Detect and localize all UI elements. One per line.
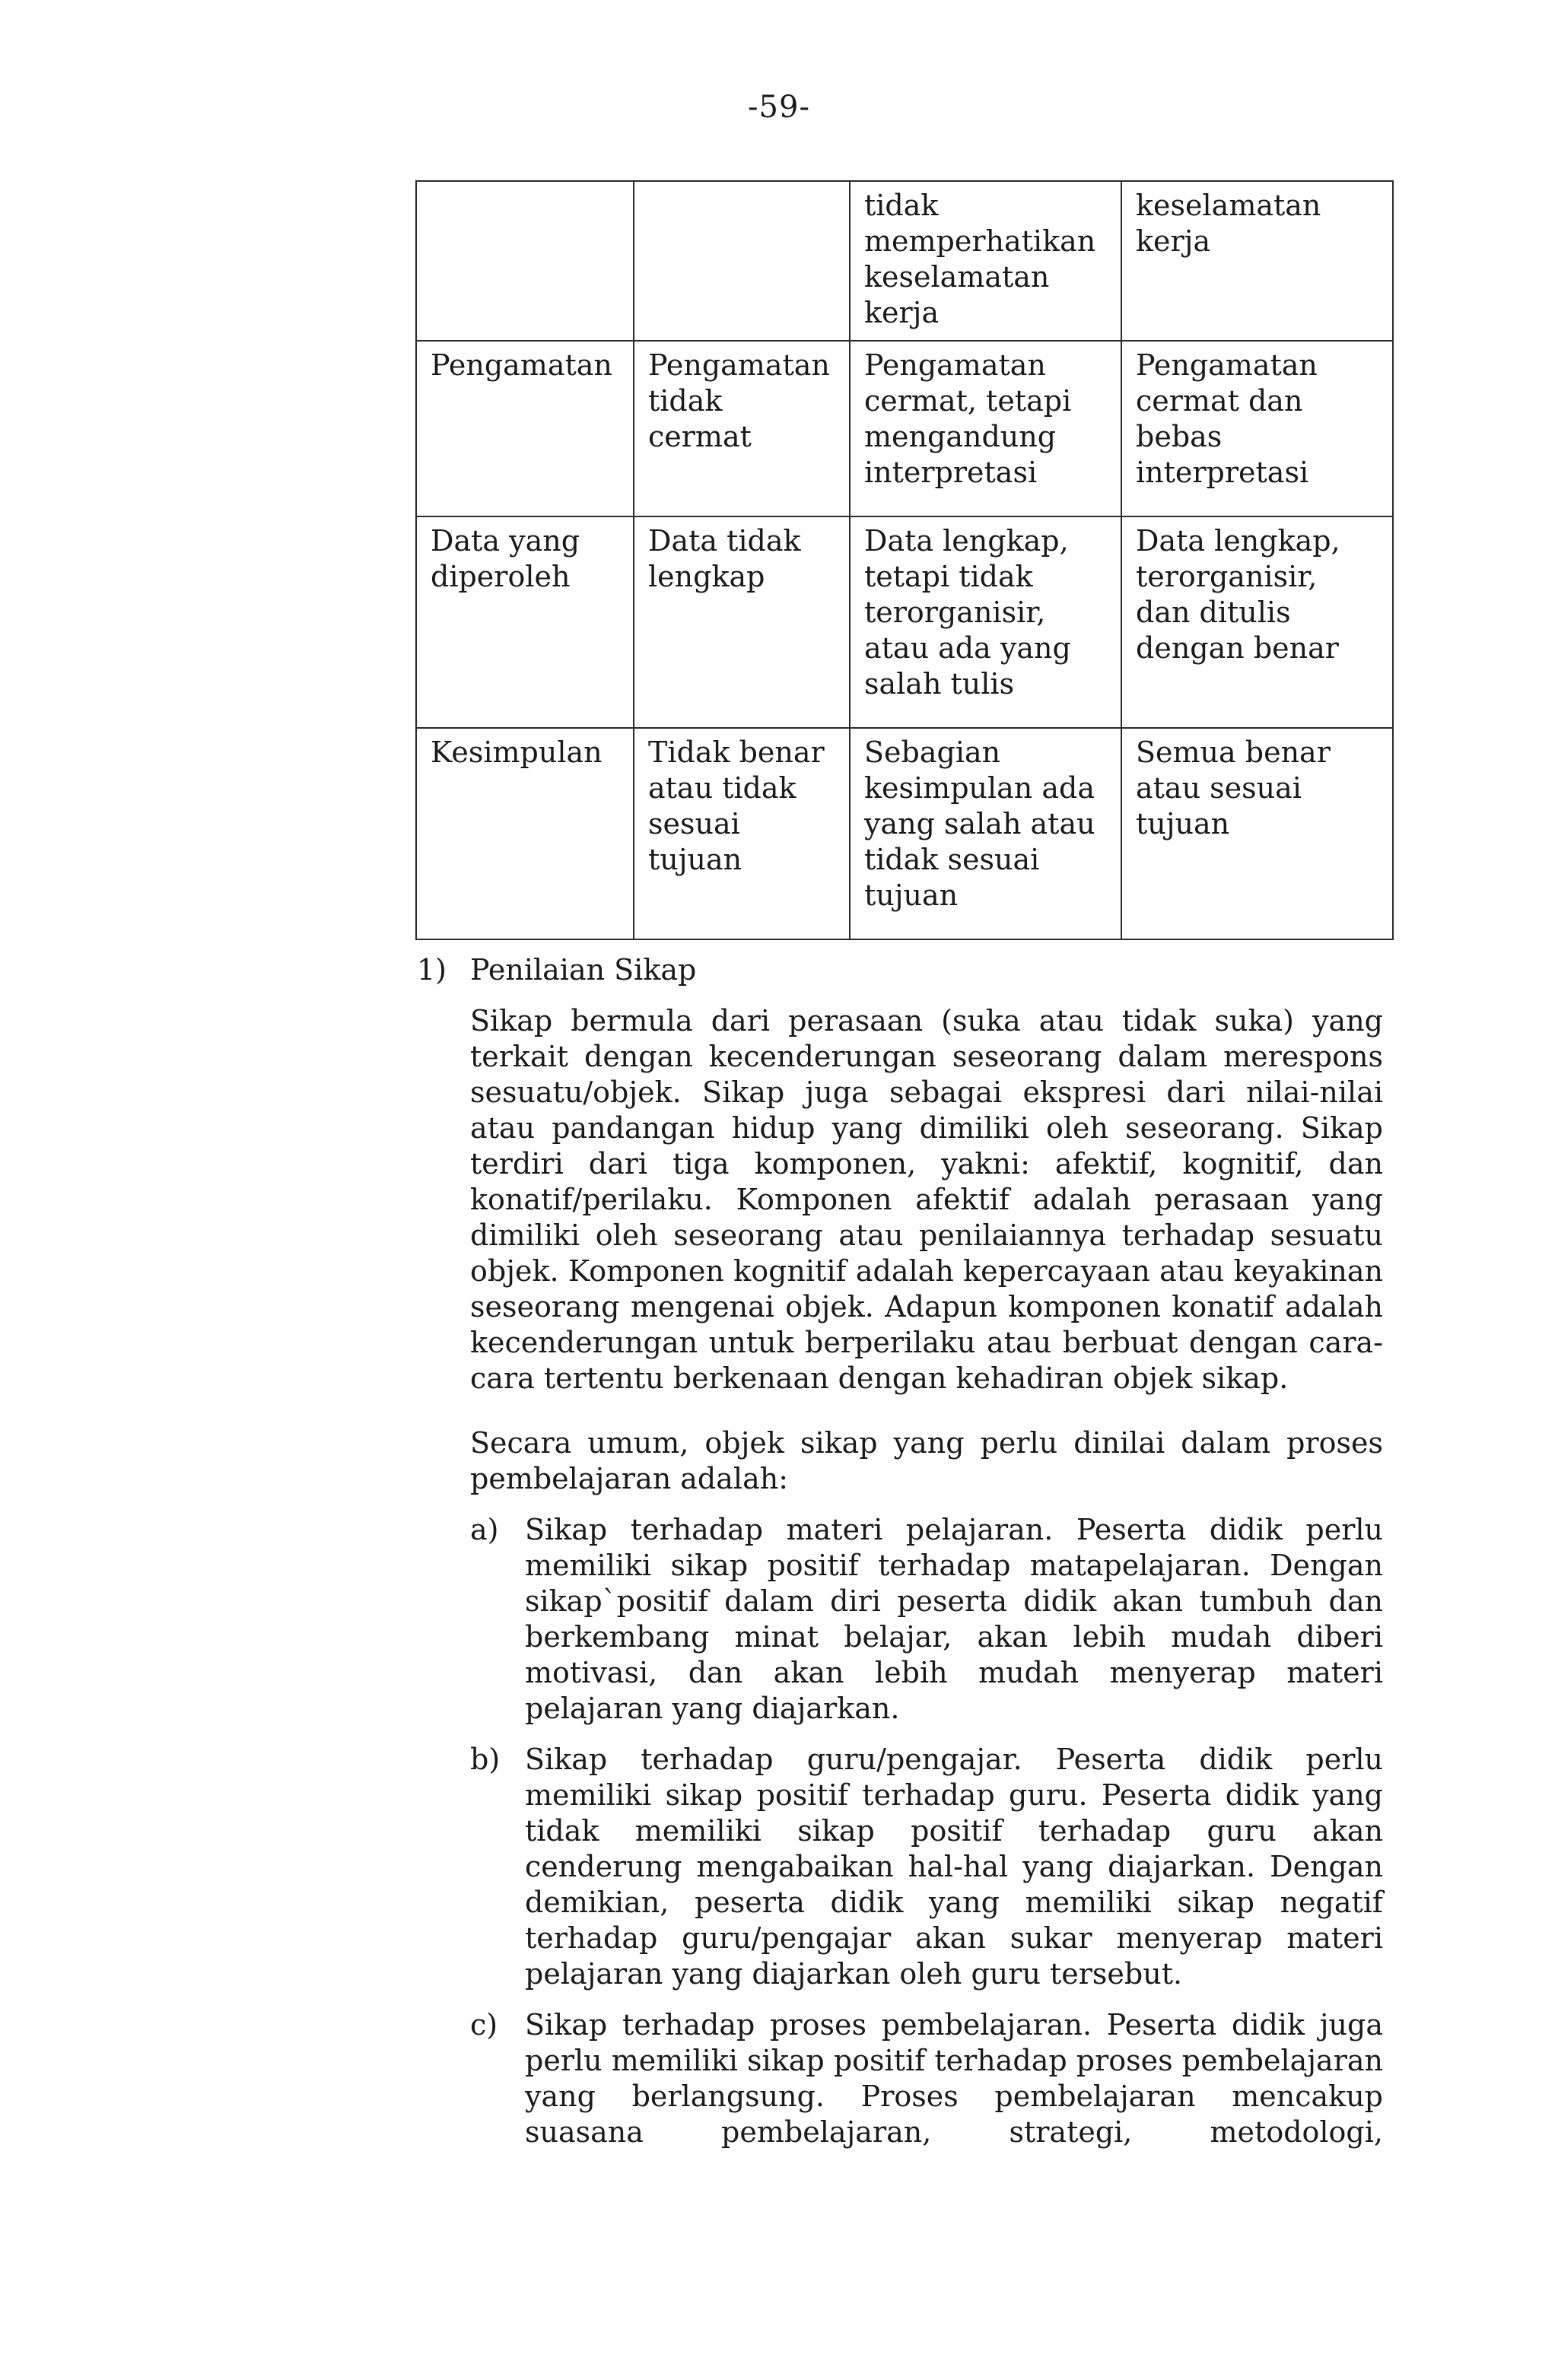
- list-marker: b): [470, 1743, 501, 1776]
- table-cell: Pengamatan tidak cermat: [634, 341, 850, 516]
- section-heading: [417, 952, 1383, 988]
- table-cell: keselamatan kerja: [1121, 181, 1393, 341]
- table-cell: Pengamatan: [416, 341, 634, 516]
- page-number: -59-: [748, 90, 810, 125]
- table-cell: Data lengkap, tetapi tidak terorganisir, atau ada yang salah tulis: [850, 516, 1121, 728]
- paragraph: Secara umum, objek sikap yang perlu dinilai dalam proses pembelajaran adalah:: [470, 1426, 1383, 1495]
- table-row: [416, 341, 1393, 516]
- paragraph: Sikap bermula dari perasaan (suka atau tidak suka) yang terkait dengan kecenderungan seseorang dalam merespons sesuatu/objek. Sikap juga sebagai ekspresi dari nilai-nilai atau pandangan hidup yang dimiliki oleh seseorang. Sikap terdiri dari tiga komponen, yakni: afektif, kognitif, dan konatif/perilaku. Komponen afektif adalah perasaan yang dimiliki oleh seseorang atau penilaiannya terhadap sesuatu objek. Komponen kognitif adalah kepercayaan atau keyakinan seseorang mengenai objek. Adapun komponen konatif adalah kecenderungan untuk berperilaku atau berbuat dengan cara-cara tertentu berkenaan dengan kehadiran objek sikap.: [470, 1004, 1383, 1395]
- table-row: [416, 516, 1393, 728]
- table-cell: Sebagian kesimpulan ada yang salah atau tidak sesuai tujuan: [850, 728, 1121, 939]
- list-item: [470, 2007, 1383, 2150]
- table-cell: [634, 181, 850, 341]
- section-number: 1): [417, 953, 447, 987]
- table-cell: Data lengkap, terorganisir, dan ditulis dengan benar: [1121, 516, 1393, 728]
- list-item: [470, 1512, 1383, 1727]
- table-cell: [416, 181, 634, 341]
- table-cell: tidak memperhatikan keselamatan kerja: [850, 181, 1121, 341]
- section-content: [417, 952, 1383, 2166]
- table-cell: Tidak benar atau tidak sesuai tujuan: [634, 728, 850, 939]
- table-cell: Semua benar atau sesuai tujuan: [1121, 728, 1393, 939]
- assessment-rubric-table: [415, 180, 1394, 940]
- list-item-text: Sikap terhadap proses pembelajaran. Peserta didik juga perlu memiliki sikap positif terhadap proses pembelajaran yang berlangsung. Proses pembelajaran mencakup suasana pembelajaran, strategi, metodologi,: [525, 2008, 1383, 2149]
- table-row: [416, 728, 1393, 939]
- table-cell: Kesimpulan: [416, 728, 634, 939]
- section-title: Penilaian Sikap: [470, 953, 697, 987]
- list-item-text: Sikap terhadap materi pelajaran. Peserta didik perlu memiliki sikap positif terhadap matapelajaran. Dengan sikap`positif dalam diri peserta didik akan tumbuh dan berkembang minat belajar, akan lebih mudah diberi motivasi, dan akan lebih mudah menyerap materi pelajaran yang diajarkan.: [525, 1513, 1383, 1725]
- list-marker: a): [470, 1513, 499, 1546]
- table-cell: Data tidak lengkap: [634, 516, 850, 728]
- list-marker: c): [470, 2008, 498, 2042]
- table-cell: Pengamatan cermat, tetapi mengandung interpretasi: [850, 341, 1121, 516]
- table-cell: Data yang diperoleh: [416, 516, 634, 728]
- table-row: [416, 181, 1393, 341]
- table-cell: Pengamatan cermat dan bebas interpretasi: [1121, 341, 1393, 516]
- list-item: [470, 1742, 1383, 1992]
- list-item-text: Sikap terhadap guru/pengajar. Peserta didik perlu memiliki sikap positif terhadap guru. Peserta didik yang tidak memiliki sikap positif terhadap guru akan cenderung mengabaikan hal-hal yang diajarkan. Dengan demikian, peserta didik yang memiliki sikap negatif terhadap guru/pengajar akan sukar menyerap materi pelajaran yang diajarkan oleh guru tersebut.: [525, 1743, 1383, 1991]
